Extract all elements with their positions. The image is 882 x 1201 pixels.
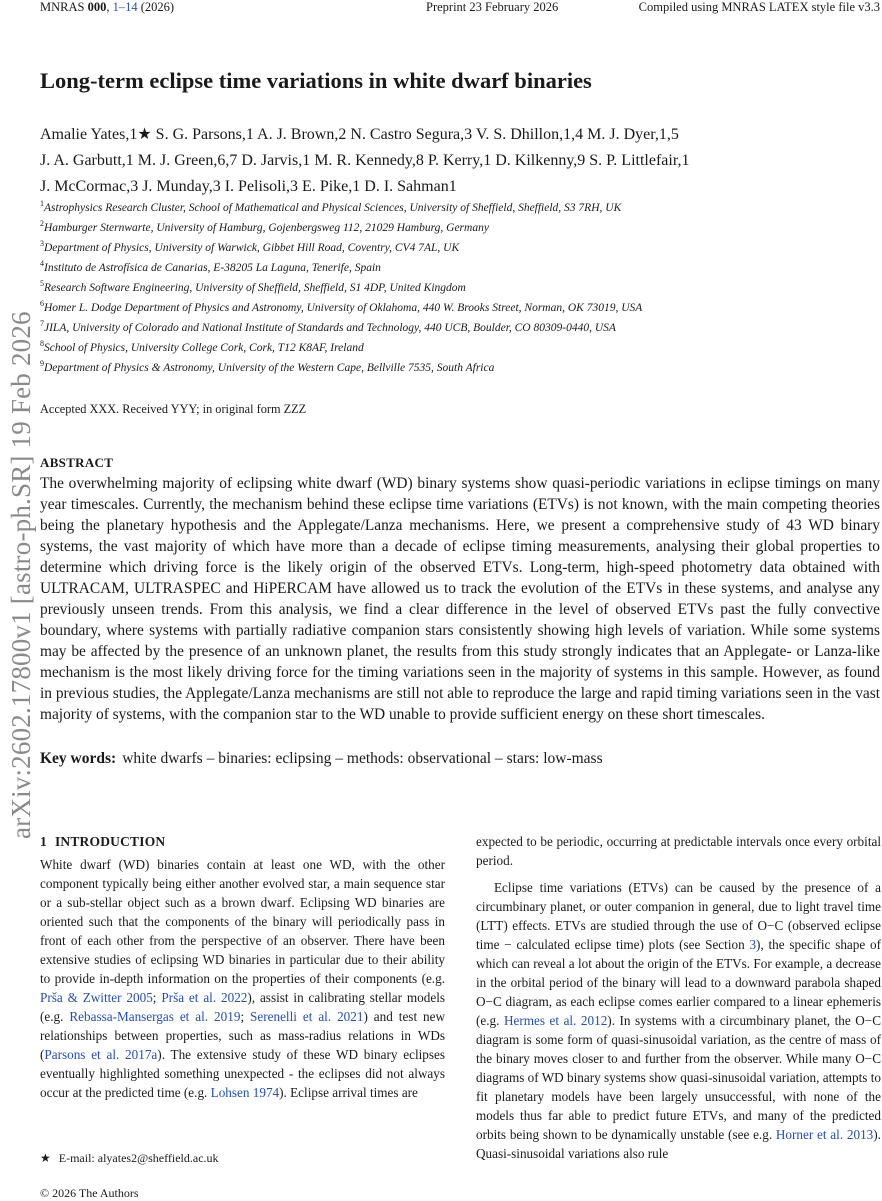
affiliation-number: 2 <box>40 219 44 229</box>
affiliation-text: Astrophysics Research Cluster, School of Mathematical and Physical Sciences, University of Sheffield, Sheffield, S3 7RH, UK <box>44 201 622 214</box>
body-text: ). Eclipse arrival times are <box>279 1085 418 1100</box>
body-text: ). Quasi-sinusoidal variations also rule <box>476 1127 881 1161</box>
intro-paragraph <box>476 878 881 1163</box>
affiliation <box>40 316 880 336</box>
preprint-date: Preprint 23 February 2026 <box>426 0 559 14</box>
affiliation-list <box>40 196 880 376</box>
section-heading <box>40 832 445 851</box>
section-title: INTRODUCTION <box>54 834 166 849</box>
body-text: ). In systems with a circumbinary planet, the O−C diagram is some form of quasi-sinusoidal variation, as the centre of mass of the binary moves closer to and further from the observer. While many O−C diagrams of WD binary systems show quasi-sinusoidal variation, attempts to fit planetary models have been largely unsuccessful, with none of the models thus far able to predict future ETVs, and many of the predicted orbits being shown to be dynamically unstable (see e.g. <box>476 1013 881 1142</box>
body-text: White dwarf (WD) binaries contain at least one WD, with the other component typically being either another evolved star, a main sequence star or a sub-stellar object such as a brown dwarf. Eclipsing WD binaries are oriented such that the components of the binary will periodically pass in front of each other from the perspective of an observer. There have been extensive studies of eclipsing WD binaries in particular due to their ability to provide in-depth information on the properties of their components (e.g. <box>40 857 445 986</box>
page-range-link[interactable]: 1–14 <box>112 0 138 14</box>
footnote-mark: ★ <box>40 1151 51 1165</box>
left-column <box>40 832 445 1102</box>
body-text: Eclipse time variations (ETVs) can be caused by the presence of a circumbinary planet, or outer companion in general, due to light travel time (LTT) effects. ETVs are studied through the use of O−C (observed eclipse time − calculated eclipse time) plots (see Section <box>476 880 881 952</box>
body-text: ). The extensive study of these WD binary eclipses eventually highlighted something unexpected - the eclipses did not always occur at the predicted time (e.g. <box>40 1047 445 1100</box>
body-text: ; <box>240 1009 251 1024</box>
arxiv-stamp: arXiv:2602.17800v1 [astro-ph.SR] 19 Feb 2026 <box>6 311 36 839</box>
intro-paragraph-continued: expected to be periodic, occurring at predictable intervals once every orbital period. <box>476 834 881 868</box>
affiliation <box>40 236 880 256</box>
affiliation-text: Department of Physics & Astronomy, University of the Western Cape, Bellville 7535, South Africa <box>44 362 495 375</box>
affiliation <box>40 356 880 376</box>
affiliation-number: 3 <box>40 239 44 249</box>
affiliation <box>40 276 880 296</box>
paper-title: Long-term eclipse time variations in white dwarf binaries <box>40 68 592 93</box>
section-number: 1 <box>40 834 47 849</box>
author-line: J. McCormac,3 J. Munday,3 I. Pelisoli,3 E. Pike,1 D. I. Sahman1 <box>40 178 457 195</box>
citation-link[interactable]: Serenelli et al. 2021 <box>250 1009 364 1024</box>
affiliation <box>40 216 880 236</box>
body-text: ; <box>152 990 162 1005</box>
affiliation-number: 9 <box>40 359 44 369</box>
intro-paragraph <box>40 855 445 1102</box>
affiliation-text: School of Physics, University College Cork, Cork, T12 K8AF, Ireland <box>44 342 364 355</box>
affiliation-number: 5 <box>40 279 44 289</box>
affiliation <box>40 196 880 216</box>
right-column <box>476 832 881 1163</box>
journal-name: MNRAS <box>40 0 85 14</box>
citation-link[interactable]: Prša & Zwitter 2005 <box>40 990 153 1005</box>
copyright: © 2026 The Authors <box>40 1186 139 1200</box>
affiliation-number: 7 <box>40 319 44 329</box>
author-line: Amalie Yates,1★ S. G. Parsons,1 A. J. Brown,2 N. Castro Segura,3 V. S. Dhillon,1,4 M. J. Dyer,1,5 <box>40 126 679 143</box>
author-list <box>40 122 880 200</box>
abstract-text: The overwhelming majority of eclipsing white dwarf (WD) binary systems show quasi-periodic variations in eclipse timings on many year timescales. Currently, the mechanism behind these eclipse time variations (ETVs) is not known, with the main competing theories being the planetary hypothesis and the Applegate/Lanza mechanisms. Here, we present a comprehensive study of 43 WD binary systems, the vast majority of which have more than a decade of eclipse timing measurements, analysing their global properties to determine which driving force is the likely origin of the observed ETVs. Long-term, high-speed photometry data obtained with ULTRACAM, ULTRASPEC and HiPERCAM have allowed us to track the evolution of the ETVs in these systems, and analyse any previously unseen trends. From this analysis, we find a clear difference in the level of observed ETVs past the fully convective boundary, where systems with partially radiative companion stars consistently showing high levels of variation. While some systems may be affected by the presence of an unknown planet, the results from this study strongly indicates that an Applegate- or Lanza-like mechanism is the most likely driving force for the timing variations seen in the majority of systems in this sample. However, as found in previous studies, the Applegate/Lanza mechanisms are still not able to reproduce the large and rapid timing variations seen in the vast majority of systems, with the companion star to the WD unable to provide sufficient energy on these short timescales. <box>40 475 880 723</box>
body-text: ) and test new relationships between properties, such as mass-radius relations in WDs ( <box>40 1009 446 1062</box>
citation-link[interactable]: Lohsen 1974 <box>210 1085 280 1100</box>
affiliation <box>40 336 880 356</box>
abstract-heading: ABSTRACT <box>40 455 114 470</box>
journal-volume: 000 <box>87 0 107 14</box>
citation-link[interactable]: Rebassa-Mansergas et al. 2019 <box>69 1009 241 1024</box>
keywords-label: Key words: <box>40 750 117 767</box>
affiliation-number: 1 <box>40 199 44 208</box>
keywords <box>40 750 603 768</box>
affiliation-number: 8 <box>40 339 44 349</box>
citation-link[interactable]: Hermes et al. 2012 <box>503 1013 608 1028</box>
citation-link[interactable]: Prša et al. 2022 <box>161 990 248 1005</box>
affiliation-text: Instituto de Astrofísica de Canarias, E-38205 La Laguna, Tenerife, Spain <box>44 261 381 274</box>
affiliation <box>40 296 880 316</box>
journal-year: (2026) <box>140 0 175 14</box>
affiliation-text: Department of Physics, University of Warwick, Gibbet Hill Road, Coventry, CV4 7AL, UK <box>44 241 460 254</box>
author-line: J. A. Garbutt,1 M. J. Green,6,7 D. Jarvis,1 M. R. Kennedy,8 P. Kerry,1 D. Kilkenny,9 S. P. Littlefair,1 <box>40 152 690 169</box>
journal-citation: MNRAS 000, 1–14 (2026) <box>40 0 175 14</box>
acceptance-note: Accepted XXX. Received YYY; in original form ZZZ <box>40 402 307 416</box>
citation-link[interactable]: Horner et al. 2013 <box>775 1127 874 1142</box>
citation-link[interactable]: Parsons et al. 2017a <box>44 1047 158 1062</box>
affiliation-text: Research Software Engineering, University of Sheffield, Sheffield, S1 4DP, United Kingdom <box>44 281 466 294</box>
section-link[interactable]: 3 <box>749 937 757 952</box>
footnote-text: E-mail: alyates2@sheffield.ac.uk <box>58 1151 219 1165</box>
affiliation <box>40 256 880 276</box>
affiliation-number: 4 <box>40 259 44 269</box>
footnote <box>40 1151 219 1166</box>
affiliation-text: Hamburger Sternwarte, University of Hamburg, Gojenbergsweg 112, 21029 Hamburg, Germany <box>44 221 489 234</box>
compiled-note: Compiled using MNRAS LATEX style file v3.3 <box>638 0 880 14</box>
affiliation-text: Homer L. Dodge Department of Physics and Astronomy, University of Oklahoma, 440 W. Brooks Street, Norman, OK 73019, USA <box>44 301 643 314</box>
body-text: ), assist in calibrating stellar models (e.g. <box>40 990 445 1024</box>
affiliation-text: JILA, University of Colorado and National Institute of Standards and Technology, 440 UCB, Boulder, CO 80309-0440, USA <box>44 322 616 335</box>
running-head <box>40 0 880 16</box>
body-text: ), the specific shape of which can reveal a lot about the origin of the ETVs. For example, a decrease in the orbital period of the binary will lead to a downward parabola shaped O−C diagram, as each eclipse comes earlier compared to a linear ephemeris (e.g. <box>476 937 881 1028</box>
keywords-text: white dwarfs – binaries: eclipsing – methods: observational – stars: low-mass <box>122 750 603 767</box>
affiliation-number: 6 <box>40 299 44 309</box>
